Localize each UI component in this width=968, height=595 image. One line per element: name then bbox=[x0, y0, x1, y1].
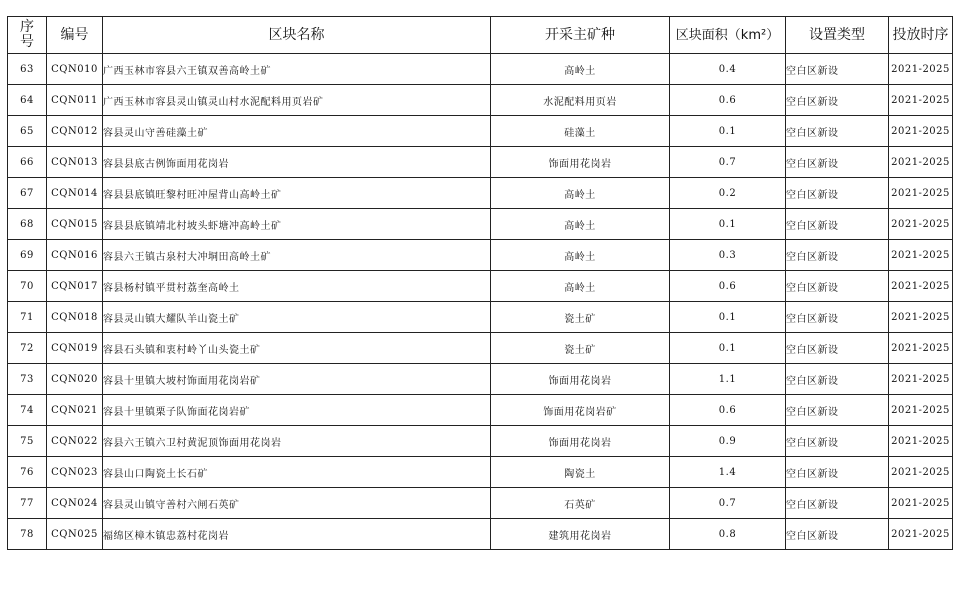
table-row bbox=[8, 271, 953, 302]
cell-period: 2021-2025 bbox=[889, 209, 953, 240]
cell-name: 容县六王镇古泉村大冲垌田高岭土矿 bbox=[103, 240, 491, 271]
cell-code: CQN012 bbox=[47, 116, 103, 147]
cell-code: CQN016 bbox=[47, 240, 103, 271]
cell-name: 容县石头镇和衷村岭丫山头瓷土矿 bbox=[103, 333, 491, 364]
cell-code: CQN010 bbox=[47, 54, 103, 85]
cell-mineral: 饰面用花岗岩 bbox=[491, 426, 670, 457]
cell-period: 2021-2025 bbox=[889, 488, 953, 519]
cell-type: 空白区新设 bbox=[786, 240, 889, 271]
cell-area: 0.1 bbox=[670, 116, 786, 147]
cell-seq: 74 bbox=[8, 395, 47, 426]
cell-area: 0.2 bbox=[670, 178, 786, 209]
header-row bbox=[8, 17, 953, 54]
header-area: 区块面积（km²） bbox=[670, 17, 786, 54]
cell-seq: 76 bbox=[8, 457, 47, 488]
cell-type: 空白区新设 bbox=[786, 488, 889, 519]
cell-area: 0.4 bbox=[670, 54, 786, 85]
cell-seq: 72 bbox=[8, 333, 47, 364]
cell-code: CQN023 bbox=[47, 457, 103, 488]
cell-area: 0.6 bbox=[670, 271, 786, 302]
cell-area: 0.9 bbox=[670, 426, 786, 457]
cell-seq: 65 bbox=[8, 116, 47, 147]
cell-code: CQN025 bbox=[47, 519, 103, 550]
cell-seq: 68 bbox=[8, 209, 47, 240]
cell-type: 空白区新设 bbox=[786, 116, 889, 147]
cell-mineral: 饰面用花岗岩 bbox=[491, 147, 670, 178]
cell-code: CQN022 bbox=[47, 426, 103, 457]
cell-seq: 78 bbox=[8, 519, 47, 550]
table-row bbox=[8, 116, 953, 147]
cell-code: CQN011 bbox=[47, 85, 103, 116]
cell-name: 容县灵山镇守善村六闸石英矿 bbox=[103, 488, 491, 519]
cell-mineral: 石英矿 bbox=[491, 488, 670, 519]
cell-code: CQN015 bbox=[47, 209, 103, 240]
cell-period: 2021-2025 bbox=[889, 395, 953, 426]
cell-seq: 69 bbox=[8, 240, 47, 271]
cell-mineral: 高岭土 bbox=[491, 209, 670, 240]
cell-code: CQN019 bbox=[47, 333, 103, 364]
cell-type: 空白区新设 bbox=[786, 364, 889, 395]
cell-area: 0.6 bbox=[670, 395, 786, 426]
cell-area: 0.8 bbox=[670, 519, 786, 550]
cell-name: 容县灵山镇大耀队羊山瓷土矿 bbox=[103, 302, 491, 333]
cell-code: CQN020 bbox=[47, 364, 103, 395]
cell-period: 2021-2025 bbox=[889, 178, 953, 209]
cell-type: 空白区新设 bbox=[786, 147, 889, 178]
cell-name: 容县县底镇靖北村坡头虾塘冲高岭土矿 bbox=[103, 209, 491, 240]
cell-period: 2021-2025 bbox=[889, 519, 953, 550]
cell-code: CQN017 bbox=[47, 271, 103, 302]
cell-code: CQN014 bbox=[47, 178, 103, 209]
cell-name: 广西玉林市容县灵山镇灵山村水泥配料用页岩矿 bbox=[103, 85, 491, 116]
cell-period: 2021-2025 bbox=[889, 271, 953, 302]
header-code: 编号 bbox=[47, 17, 103, 54]
table-row bbox=[8, 488, 953, 519]
cell-period: 2021-2025 bbox=[889, 364, 953, 395]
cell-type: 空白区新设 bbox=[786, 178, 889, 209]
cell-mineral: 陶瓷土 bbox=[491, 457, 670, 488]
cell-code: CQN024 bbox=[47, 488, 103, 519]
cell-period: 2021-2025 bbox=[889, 302, 953, 333]
cell-code: CQN013 bbox=[47, 147, 103, 178]
cell-seq: 70 bbox=[8, 271, 47, 302]
header-name: 区块名称 bbox=[103, 17, 491, 54]
cell-mineral: 水泥配料用页岩 bbox=[491, 85, 670, 116]
cell-name: 广西玉林市容县六王镇双善高岭土矿 bbox=[103, 54, 491, 85]
table-row bbox=[8, 240, 953, 271]
cell-mineral: 高岭土 bbox=[491, 240, 670, 271]
table-row bbox=[8, 302, 953, 333]
cell-area: 0.7 bbox=[670, 488, 786, 519]
cell-area: 0.1 bbox=[670, 333, 786, 364]
cell-type: 空白区新设 bbox=[786, 457, 889, 488]
cell-type: 空白区新设 bbox=[786, 519, 889, 550]
table-row bbox=[8, 147, 953, 178]
cell-mineral: 高岭土 bbox=[491, 271, 670, 302]
cell-area: 0.1 bbox=[670, 209, 786, 240]
cell-name: 容县十里镇大坡村饰面用花岗岩矿 bbox=[103, 364, 491, 395]
cell-area: 1.1 bbox=[670, 364, 786, 395]
cell-mineral: 瓷土矿 bbox=[491, 302, 670, 333]
cell-type: 空白区新设 bbox=[786, 395, 889, 426]
mining-blocks-table bbox=[7, 16, 953, 550]
cell-period: 2021-2025 bbox=[889, 85, 953, 116]
cell-name: 容县县底镇旺黎村旺冲屋背山高岭土矿 bbox=[103, 178, 491, 209]
table-row bbox=[8, 457, 953, 488]
cell-name: 容县灵山守善硅藻土矿 bbox=[103, 116, 491, 147]
cell-mineral: 高岭土 bbox=[491, 178, 670, 209]
table-row bbox=[8, 395, 953, 426]
cell-type: 空白区新设 bbox=[786, 426, 889, 457]
table-row bbox=[8, 209, 953, 240]
table-row bbox=[8, 178, 953, 209]
table-row bbox=[8, 519, 953, 550]
cell-period: 2021-2025 bbox=[889, 426, 953, 457]
cell-seq: 67 bbox=[8, 178, 47, 209]
cell-seq: 75 bbox=[8, 426, 47, 457]
cell-area: 0.7 bbox=[670, 147, 786, 178]
header-type: 设置类型 bbox=[786, 17, 889, 54]
cell-area: 1.4 bbox=[670, 457, 786, 488]
cell-seq: 63 bbox=[8, 54, 47, 85]
cell-period: 2021-2025 bbox=[889, 457, 953, 488]
cell-type: 空白区新设 bbox=[786, 333, 889, 364]
cell-name: 福绵区樟木镇忠荔村花岗岩 bbox=[103, 519, 491, 550]
cell-name: 容县十里镇栗子队饰面花岗岩矿 bbox=[103, 395, 491, 426]
cell-mineral: 饰面用花岗岩矿 bbox=[491, 395, 670, 426]
table-row bbox=[8, 364, 953, 395]
cell-area: 0.1 bbox=[670, 302, 786, 333]
cell-code: CQN018 bbox=[47, 302, 103, 333]
cell-type: 空白区新设 bbox=[786, 302, 889, 333]
cell-seq: 73 bbox=[8, 364, 47, 395]
header-period: 投放时序 bbox=[889, 17, 953, 54]
header-mineral: 开采主矿种 bbox=[491, 17, 670, 54]
cell-area: 0.3 bbox=[670, 240, 786, 271]
cell-name: 容县山口陶瓷土长石矿 bbox=[103, 457, 491, 488]
table-row bbox=[8, 426, 953, 457]
cell-seq: 66 bbox=[8, 147, 47, 178]
table-row bbox=[8, 333, 953, 364]
cell-mineral: 建筑用花岗岩 bbox=[491, 519, 670, 550]
cell-seq: 64 bbox=[8, 85, 47, 116]
cell-name: 容县六王镇六卫村黄泥顶饰面用花岗岩 bbox=[103, 426, 491, 457]
cell-period: 2021-2025 bbox=[889, 333, 953, 364]
table-row bbox=[8, 54, 953, 85]
cell-type: 空白区新设 bbox=[786, 85, 889, 116]
cell-name: 容县杨村镇平贯村荔奎高岭土 bbox=[103, 271, 491, 302]
cell-area: 0.6 bbox=[670, 85, 786, 116]
cell-type: 空白区新设 bbox=[786, 54, 889, 85]
cell-mineral: 瓷土矿 bbox=[491, 333, 670, 364]
cell-mineral: 硅藻土 bbox=[491, 116, 670, 147]
cell-mineral: 饰面用花岗岩 bbox=[491, 364, 670, 395]
table-row bbox=[8, 85, 953, 116]
cell-type: 空白区新设 bbox=[786, 271, 889, 302]
cell-period: 2021-2025 bbox=[889, 147, 953, 178]
cell-name: 容县县底古例饰面用花岗岩 bbox=[103, 147, 491, 178]
cell-mineral: 高岭土 bbox=[491, 54, 670, 85]
cell-seq: 71 bbox=[8, 302, 47, 333]
cell-period: 2021-2025 bbox=[889, 54, 953, 85]
cell-code: CQN021 bbox=[47, 395, 103, 426]
cell-type: 空白区新设 bbox=[786, 209, 889, 240]
cell-period: 2021-2025 bbox=[889, 116, 953, 147]
cell-period: 2021-2025 bbox=[889, 240, 953, 271]
header-seq: 序号 bbox=[8, 17, 47, 54]
cell-seq: 77 bbox=[8, 488, 47, 519]
